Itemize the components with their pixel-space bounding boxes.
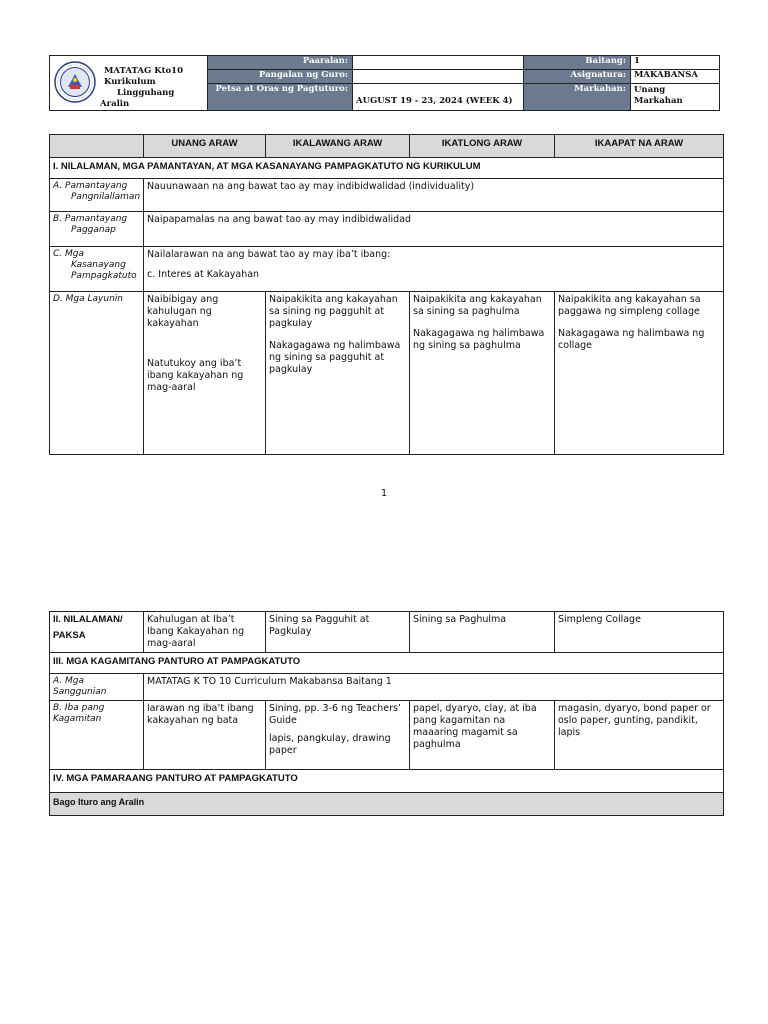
section-title: IV. MGA PAMARAANG PANTURO AT PAMPAGKATUTO: [50, 770, 724, 793]
row-label-line: C. Mga: [53, 249, 84, 259]
row-label: [50, 612, 144, 653]
logo-caption-line: Aralin: [100, 99, 130, 109]
layunin-text: Naipakikita ang kakayahan sa paggawa ng simpleng collage: [558, 294, 701, 317]
table-row: [50, 247, 724, 292]
kagamitan-line: Sining, pp. 3-6 ng Teachers’: [269, 703, 401, 714]
layunin-text: Nakagagawa ng halimbawa ng collage: [558, 328, 705, 351]
row-label-line: II. NILALAMAN/: [53, 614, 123, 625]
kagamitan-cell: larawan ng iba’t ibang kakayahan ng bata: [144, 701, 266, 770]
page-number: 1: [380, 488, 388, 499]
guro-field[interactable]: [353, 70, 524, 84]
kagamitan-line: Guide: [269, 715, 297, 726]
column-header-row: [50, 135, 724, 158]
logo-cell: [50, 56, 208, 111]
section-row: [50, 158, 724, 179]
section-row: [50, 793, 724, 816]
row-label: [50, 179, 144, 212]
table-row: [50, 701, 724, 770]
layunin-text: Naibibigay ang kahulugan ng kakayahan: [147, 294, 219, 329]
pamantayang-pangnilalaman-text: Nauunawaan na ang bawat tao ay may indibidwalidad (individuality): [144, 179, 724, 212]
petsa-label: Petsa at Oras ng Pagtuturo:: [208, 84, 353, 111]
section-row: [50, 770, 724, 793]
kasanayang-pampagkatuto-text: [144, 247, 724, 292]
lesson-table-page1: [49, 134, 724, 455]
markahan-label: Markahan:: [524, 84, 631, 111]
asignatura-field[interactable]: MAKABANSA: [631, 70, 720, 84]
layunin-cell: [144, 292, 266, 455]
table-row: [50, 612, 724, 653]
row-label: D. Mga Layunin: [50, 292, 144, 455]
row-label-line: A. Pamantayang: [53, 181, 128, 191]
sanggunian-text: MATATAG K TO 10 Curriculum Makabansa Baitang 1: [144, 674, 724, 701]
paaralan-field[interactable]: [353, 56, 524, 70]
paksa-cell: Simpleng Collage: [555, 612, 724, 653]
logo-caption-line: Kurikulum: [104, 77, 156, 87]
row-label-line: Sanggunian: [53, 687, 107, 697]
paaralan-label: Paaralan:: [208, 56, 353, 70]
deped-seal-icon: [54, 61, 96, 103]
layunin-cell: [410, 292, 555, 455]
row-label-line: Pagganap: [71, 225, 116, 235]
column-header: UNANG ARAW: [144, 135, 266, 158]
logo-caption-line: MATATAG Kto10: [104, 66, 184, 76]
logo-caption-line: Lingguhang: [117, 88, 175, 98]
row-label-line: Pangnilallaman: [71, 192, 141, 202]
section-title: I. NILALAMAN, MGA PAMANTAYAN, AT MGA KASANAYANG PAMPAGKATUTO NG KURIKULUM: [50, 158, 724, 179]
kasanayan-line: c. Interes at Kakayahan: [147, 269, 260, 280]
layunin-text: Naipakikita ang kakayahan sa sining ng pagguhit at pagkulay: [269, 294, 398, 329]
row-label-line: B. Pamantayang: [53, 214, 128, 224]
header-table: [49, 55, 720, 111]
asignatura-label: Asignatura:: [524, 70, 631, 84]
row-label: [50, 247, 144, 292]
baitang-field[interactable]: 1: [631, 56, 720, 70]
row-label-line: Kasanayang: [71, 260, 126, 270]
blank-header-cell: [50, 135, 144, 158]
row-label-line: A. Mga: [53, 676, 85, 686]
table-row: [50, 179, 724, 212]
markahan-field[interactable]: Unang Markahan: [631, 84, 720, 111]
row-label: [50, 212, 144, 247]
paksa-cell: Sining sa Paghulma: [410, 612, 555, 653]
kagamitan-cell: papel, dyaryo, clay, at iba pang kagamitan na maaaring magamit sa paghulma: [410, 701, 555, 770]
table-row: [50, 674, 724, 701]
table-row: [50, 212, 724, 247]
layunin-text: Nakagagawa ng halimbawa ng sining sa pagguhit at pagkulay: [269, 340, 401, 375]
row-label-line: B. Iba pang: [53, 703, 105, 713]
guro-label: Pangalan ng Guro:: [208, 70, 353, 84]
kasanayan-line: Nailalarawan na ang bawat tao ay may iba’t ibang:: [147, 249, 391, 260]
logo-caption: [100, 66, 184, 110]
table-row: [50, 292, 724, 455]
layunin-cell: [555, 292, 724, 455]
row-label: [50, 701, 144, 770]
layunin-text: Nakagagawa ng halimbawa ng sining sa paghulma: [413, 328, 545, 351]
column-header: IKATLONG ARAW: [410, 135, 555, 158]
row-label-line: PAKSA: [53, 630, 86, 641]
column-header: IKALAWANG ARAW: [266, 135, 410, 158]
section-row: [50, 653, 724, 674]
layunin-text: Naipakikita ang kakayahan sa sining sa paghulma: [413, 294, 542, 317]
row-label-line: Kagamitan: [53, 714, 102, 724]
kagamitan-line: lapis, pangkulay, drawing paper: [269, 733, 391, 756]
kagamitan-cell: [266, 701, 410, 770]
kagamitan-cell: magasin, dyaryo, bond paper or oslo paper, gunting, pandikit, lapis: [555, 701, 724, 770]
baitang-label: Baitang:: [524, 56, 631, 70]
row-label: [50, 674, 144, 701]
paksa-cell: Kahulugan at Iba’t Ibang Kakayahan ng mag-aaral: [144, 612, 266, 653]
row-label-line: Pampagkatuto: [71, 271, 137, 281]
paksa-cell: Sining sa Pagguhit at Pagkulay: [266, 612, 410, 653]
petsa-field[interactable]: AUGUST 19 - 23, 2024 (WEEK 4): [353, 84, 524, 111]
subsection-title: Bago Ituro ang Aralin: [50, 793, 724, 816]
section-title: III. MGA KAGAMITANG PANTURO AT PAMPAGKATUTO: [50, 653, 724, 674]
pamantayang-pagganap-text: Naipapamalas na ang bawat tao ay may indibidwalidad: [144, 212, 724, 247]
lesson-table-page2: [49, 611, 724, 816]
layunin-text: Natutukoy ang iba’t ibang kakayahan ng mag-aaral: [147, 358, 244, 393]
column-header: IKAAPAT NA ARAW: [555, 135, 724, 158]
layunin-cell: [266, 292, 410, 455]
